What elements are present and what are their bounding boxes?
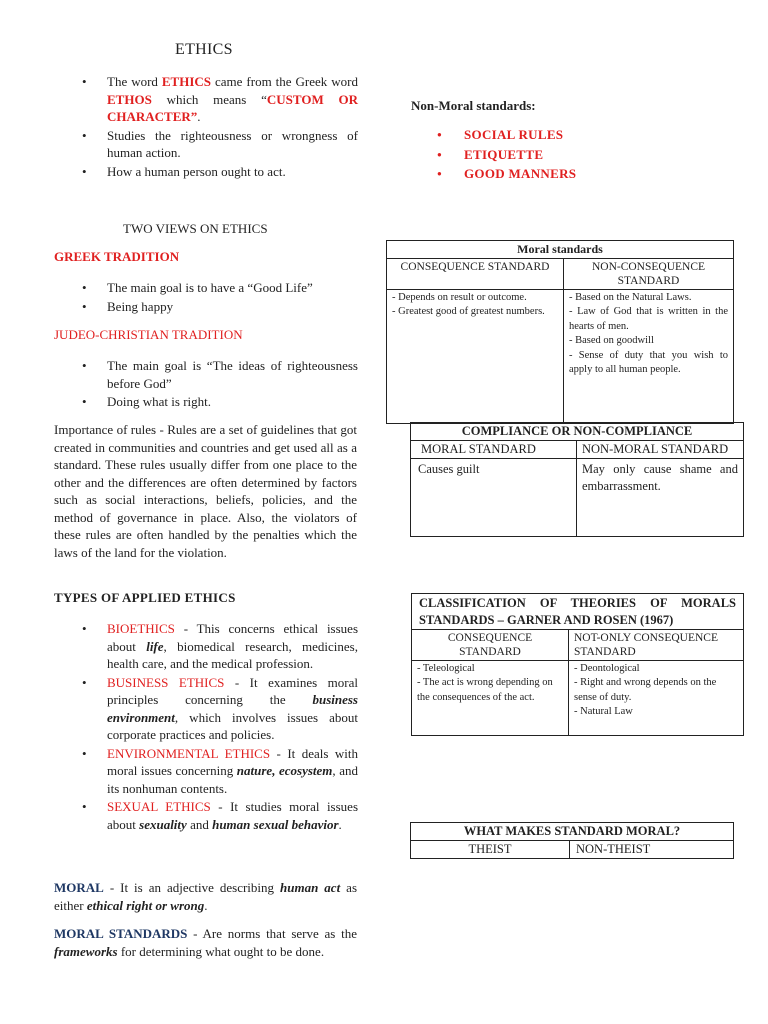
table-header-cell: CONSEQUENCE STANDARD	[387, 259, 564, 290]
two-views-heading: TWO VIEWS ON ETHICS	[123, 221, 268, 236]
page-title: ETHICS	[175, 41, 233, 58]
greek-tradition-list	[107, 279, 358, 316]
list-item: ● SOCIAL RULES	[464, 125, 576, 145]
list-item: • ENVIRONMENTAL ETHICS - It deals with moral issues concerning nature, ecosystem, and its nonhuman contents.	[107, 745, 358, 798]
greek-tradition-label: GREEK TRADITION	[54, 249, 180, 264]
intro-bullet-list	[107, 73, 358, 181]
table-caption: COMPLIANCE OR NON-COMPLIANCE	[411, 423, 744, 441]
environmental-ethics-term: ENVIRONMENTAL ETHICS	[107, 745, 271, 761]
compliance-table	[410, 422, 744, 537]
applied-ethics-heading: TYPES OF APPLIED ETHICS	[54, 590, 236, 605]
table-header-cell: NON-THEIST	[570, 841, 734, 859]
table-header-cell: MORAL STANDARD	[411, 441, 577, 459]
table-header-cell: NOT-ONLY CONSEQUENCE STANDARD	[569, 630, 744, 661]
table-cell: - Teleological - The act is wrong depending on the consequences of the act.	[412, 661, 569, 736]
table-caption: WHAT MAKES STANDARD MORAL?	[411, 823, 734, 841]
list-item: • How a human person ought to act.	[107, 163, 358, 181]
importance-paragraph: Importance of rules - Rules are a set of guidelines that got created in communities and countries and get used all as a standard. These rules usually differ from one place to the other and the differences are often determined by factors such as social interactions, beliefs, policies, and the method of governance in place. Also, the violators of these rules are often handled by the penalties which the laws of the land for the violation.	[54, 422, 357, 560]
list-item: ● ETIQUETTE	[464, 145, 576, 165]
moral-definition: MORAL - It is an adjective describing human act as either ethical right or wrong.	[54, 880, 357, 913]
list-item: • Studies the righteousness or wrongness of human action.	[107, 127, 358, 162]
table-header-cell: THEIST	[411, 841, 570, 859]
list-item: • SEXUAL ETHICS - It studies moral issues about sexuality and human sexual behavior.	[107, 798, 358, 833]
table-cell: - Based on the Natural Laws. - Law of God that is written in the hearts of men. - Based on goodwill - Sense of duty that you wish to apply to all human people.	[564, 290, 734, 424]
ethos-term: ETHOS	[107, 91, 152, 107]
list-item: • The main goal is to have a “Good Life”	[107, 279, 358, 297]
table-caption: CLASSIFICATION OF THEORIES OF MORALS STANDARDS – GARNER AND ROSEN (1967)	[412, 594, 744, 630]
table-cell: May only cause shame and embarrassment.	[577, 459, 744, 537]
bioethics-term: BIOETHICS	[107, 621, 175, 636]
list-item: • The main goal is “The ideas of righteousness before God”	[107, 357, 358, 392]
table-cell: - Deontological - Right and wrong depends on the sense of duty. - Natural Law	[569, 661, 744, 736]
table-cell: Causes guilt	[411, 459, 577, 537]
judeo-christian-label: JUDEO-CHRISTIAN TRADITION	[54, 327, 243, 342]
non-moral-heading: Non-Moral standards:	[411, 98, 536, 113]
table-header-cell: NON-CONSEQUENCE STANDARD	[564, 259, 734, 290]
list-item: • Being happy	[107, 298, 358, 316]
applied-ethics-list	[107, 620, 358, 834]
list-item: • BUSINESS ETHICS - It examines moral principles concerning the business environment, which involves issues about corporate practices and policies.	[107, 674, 358, 744]
moral-standards-table	[386, 240, 734, 424]
list-item: ● GOOD MANNERS	[464, 164, 576, 184]
judeo-christian-list	[107, 357, 358, 412]
sexual-ethics-term: SEXUAL ETHICS	[107, 799, 211, 814]
table-cell: - Depends on result or outcome. - Greatest good of greatest numbers.	[387, 290, 564, 424]
what-makes-table	[410, 822, 734, 859]
list-item: • BIOETHICS - This concerns ethical issues about life, biomedical research, medicines, health care, and the medical profession.	[107, 620, 358, 673]
custom-term: CUSTOM OR CHARACTER”	[107, 91, 358, 124]
business-ethics-term: BUSINESS ETHICS	[107, 674, 225, 690]
table-header-cell: CONSEQUENCE STANDARD	[412, 630, 569, 661]
ethics-term: ETHICS	[161, 74, 212, 89]
table-header-cell: NON-MORAL STANDARD	[577, 441, 744, 459]
list-item: • Doing what is right.	[107, 393, 358, 411]
moral-standards-definition: MORAL STANDARDS - Are norms that serve as the frameworks for determining what ought to be done.	[54, 926, 358, 959]
table-caption: Moral standards	[387, 241, 734, 259]
non-moral-list	[464, 125, 576, 184]
list-item: • The word ETHICS came from the Greek word ETHOS which means “CUSTOM OR CHARACTER”.	[107, 73, 358, 126]
classification-table	[411, 593, 744, 736]
